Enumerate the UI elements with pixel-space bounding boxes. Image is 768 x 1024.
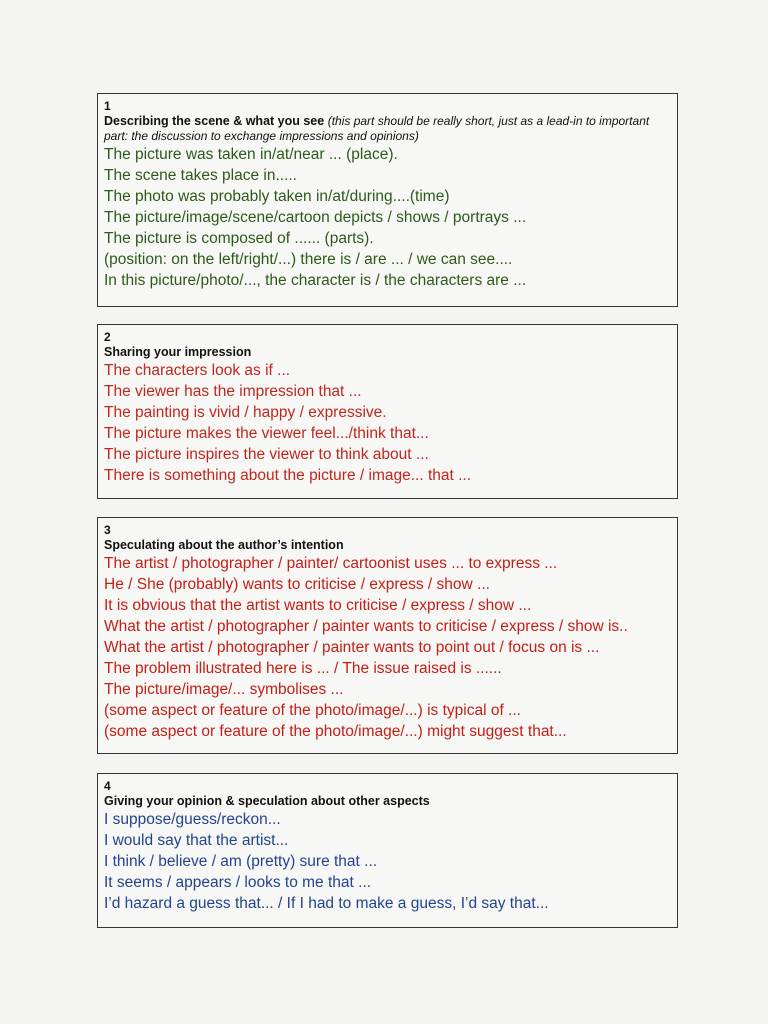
phrase-list: [104, 553, 671, 742]
phrase-list: [104, 144, 671, 291]
phrase-line: The artist / photographer / painter/ cartoonist uses ... to express ...: [104, 555, 558, 572]
section-title: Sharing your impression: [104, 345, 252, 359]
phrase-line: The scene takes place in.....: [104, 167, 297, 184]
phrase-line: In this picture/photo/..., the character is / the characters are ...: [104, 272, 527, 289]
phrase-line: It seems / appears / looks to me that ...: [104, 874, 372, 891]
phrase-line: The picture/image/scene/cartoon depicts / shows / portrays ...: [104, 209, 527, 226]
phrase-line: He / She (probably) wants to criticise / express / show ...: [104, 576, 490, 593]
phrase-line: The picture/image/... symbolises ...: [104, 681, 344, 698]
section-title: Giving your opinion & speculation about other aspects: [104, 794, 430, 808]
section-heading: [104, 114, 671, 144]
section-1-box: [97, 93, 678, 307]
phrase-line: It is obvious that the artist wants to criticise / express / show ...: [104, 597, 532, 614]
phrase-line: (position: on the left/right/...) there is / are ... / we can see....: [104, 251, 513, 268]
section-2-box: [97, 324, 678, 499]
section-note: (this part should be really short, just as a lead-in to important part: the discussion to exchange impressions and opinions): [104, 114, 650, 143]
phrase-line: The picture makes the viewer feel.../think that...: [104, 425, 429, 442]
phrase-line: The picture was taken in/at/near ... (place).: [104, 146, 398, 163]
phrase-line: The problem illustrated here is ... / The issue raised is ......: [104, 660, 502, 677]
section-title: Describing the scene & what you see: [104, 114, 325, 128]
phrase-line: I would say that the artist...: [104, 832, 289, 849]
section-number: 1: [104, 99, 111, 113]
phrase-line: The painting is vivid / happy / expressive.: [104, 404, 387, 421]
phrase-line: (some aspect or feature of the photo/image/...) might suggest that...: [104, 723, 567, 740]
section-number: 3: [104, 523, 111, 537]
section-3-box: [97, 517, 678, 754]
phrase-list: [104, 809, 671, 914]
phrase-line: I suppose/guess/reckon...: [104, 811, 281, 828]
phrase-line: What the artist / photographer / painter wants to point out / focus on is ...: [104, 639, 600, 656]
phrase-line: The viewer has the impression that ...: [104, 383, 362, 400]
phrase-line: There is something about the picture / image... that ...: [104, 467, 472, 484]
section-number: 4: [104, 779, 111, 793]
section-4-box: [97, 773, 678, 928]
phrase-line: The photo was probably taken in/at/during....(time): [104, 188, 450, 205]
phrase-line: I’d hazard a guess that... / If I had to make a guess, I’d say that...: [104, 895, 549, 912]
phrase-line: The picture is composed of ...... (parts).: [104, 230, 374, 247]
section-number: 2: [104, 330, 111, 344]
phrase-line: I think / believe / am (pretty) sure that ...: [104, 853, 378, 870]
section-title: Speculating about the author’s intention: [104, 538, 344, 552]
phrase-line: The picture inspires the viewer to think about ...: [104, 446, 429, 463]
phrase-line: (some aspect or feature of the photo/image/...) is typical of ...: [104, 702, 521, 719]
phrase-line: What the artist / photographer / painter wants to criticise / express / show is..: [104, 618, 628, 635]
phrase-list: [104, 360, 671, 486]
phrase-line: The characters look as if ...: [104, 362, 291, 379]
